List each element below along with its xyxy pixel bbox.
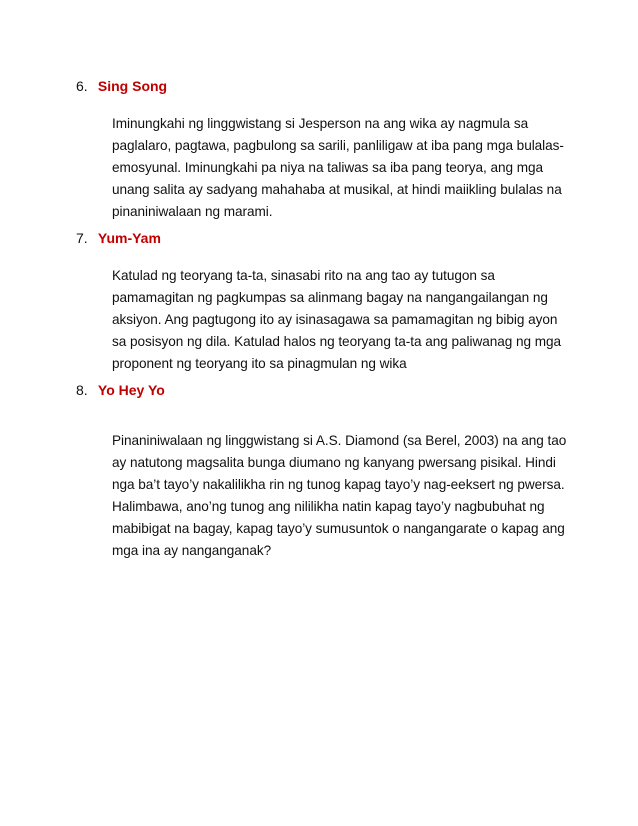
paragraph-line: ay natutong magsalita bunga diumano ng kanyang pwersang pisikal. Hindi — [112, 455, 556, 470]
paragraph-line: emosyunal. Iminungkahi pa niya na taliwas sa iba pang teorya, ang mga — [112, 160, 544, 175]
paragraph-line: pinaniniwalaan ng marami. — [112, 204, 273, 219]
paragraph-line: pamamagitan ng pagkumpas sa alinmang bagay na nangangailangan ng — [112, 290, 548, 305]
section-title: Yum-Yam — [97, 230, 161, 246]
section-number: 8. — [76, 382, 88, 398]
section-number: 7. — [76, 230, 88, 246]
section-heading — [76, 229, 161, 247]
section-title: Sing Song — [97, 78, 168, 94]
paragraph-line: mabibigat na bagay, kapag tayo’y sumusuntok o nangangarate o kapag ang — [112, 521, 565, 536]
paragraph-line: paglalaro, pagtawa, pagbulong sa sarili, panliligaw at iba pang mga bulalas- — [112, 138, 564, 153]
paragraph-line: Pinaniniwalaan ng linggwistang si A.S. Diamond (sa Berel, 2003) na ang tao — [112, 433, 567, 448]
section-title: Yo Hey Yo — [97, 382, 165, 398]
section-paragraph — [112, 265, 568, 375]
paragraph-line: sa posisyon ng dila. Katulad halos ng teoryang ta-ta ang paliwanag ng mga — [112, 334, 562, 349]
section-paragraph — [112, 113, 568, 223]
section-heading — [76, 381, 165, 399]
paragraph-line: proponent ng teoryang ito sa pinagmulan ng wika — [112, 356, 407, 371]
section-heading — [76, 77, 167, 95]
paragraph-line: Iminungkahi ng linggwistang si Jesperson na ang wika ay nagmula sa — [112, 116, 529, 131]
section-paragraph — [112, 430, 568, 562]
paragraph-line: aksiyon. Ang pagtugong ito ay isinasagawa sa pamamagitan ng bibig ayon — [112, 312, 558, 327]
paragraph-line: Halimbawa, ano’ng tunog ang nililikha natin kapag tayo’y nagbubuhat ng — [112, 499, 545, 514]
paragraph-line: mga ina ay nanganganak? — [112, 543, 272, 558]
section-number: 6. — [76, 78, 88, 94]
paragraph-line: unang salita ay sadyang mahahaba at musikal, at hindi maiikling bulalas na — [112, 182, 562, 197]
paragraph-line: Katulad ng teoryang ta-ta, sinasabi rito na ang tao ay tutugon sa — [112, 268, 495, 283]
paragraph-line: nga ba’t tayo’y nakalilikha rin ng tunog kapag tayo’y nag-eeksert ng pwersa. — [112, 477, 565, 492]
